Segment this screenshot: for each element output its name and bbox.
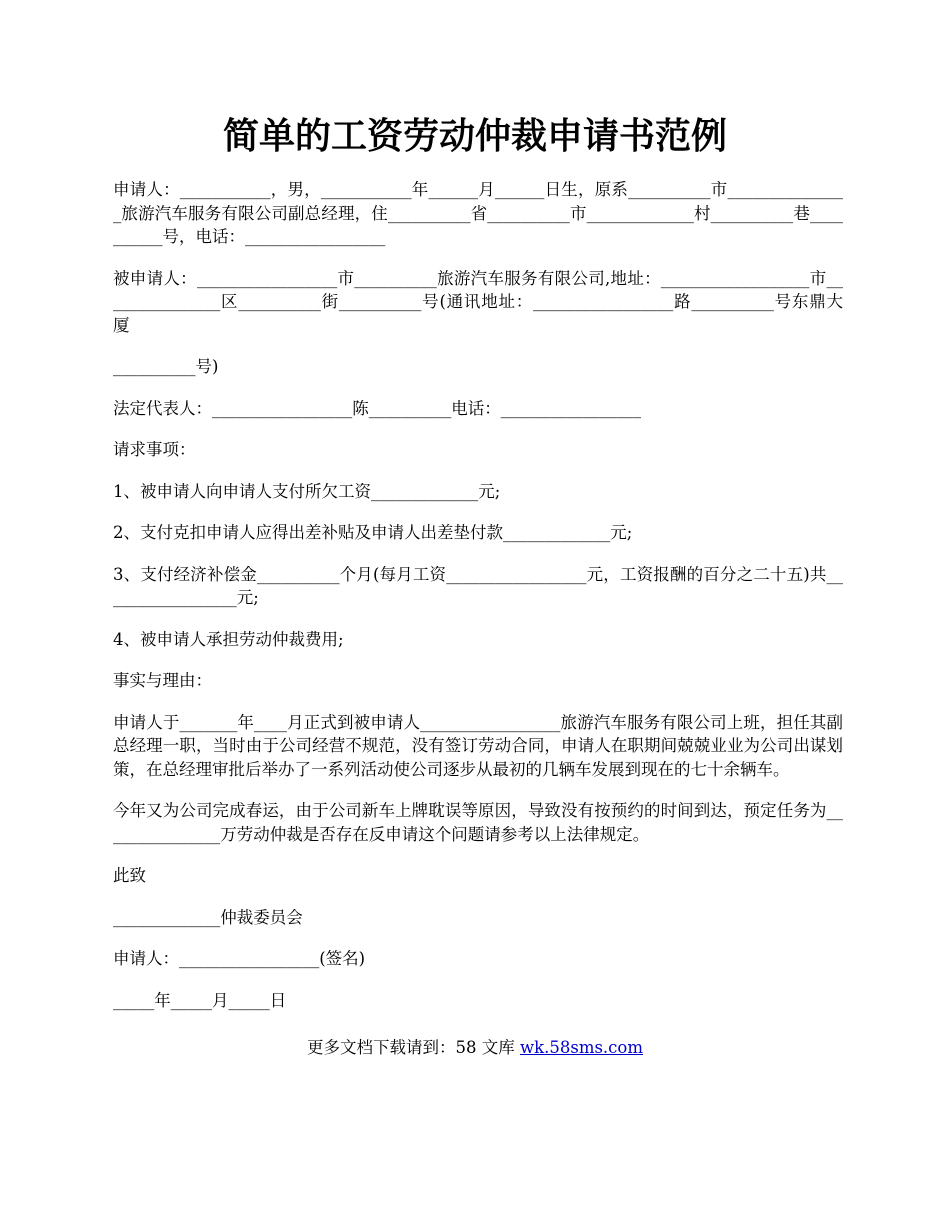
applicant-paragraph: 申请人：___________，男，___________年______月______日生，原系__________市_______________旅游汽车服务有限公司副总经理，住__________省__________市_____________村__________巷__________号，电话：_________________ <box>113 180 843 246</box>
request-item-4: 4、被申请人承担劳动仲裁费用; <box>113 629 344 649</box>
respondent-paragraph: 被申请人：_________________市__________旅游汽车服务有限公司,地址：__________________市_______________区__________街__________号(通讯地址：_________________路__________号东鼎大厦 <box>113 268 843 335</box>
footer-text: 更多文档下载请到：58 文库 <box>306 1038 520 1057</box>
request-item-1: 1、被申请人向申请人支付所欠工资_____________元; <box>113 481 501 501</box>
facts-paragraph-1: 申请人于_______年____月正式到被申请人_________________旅游汽车服务有限公司上班，担任其副总经理一职，当时由于公司经营不规范，没有签订劳动合同，申请人在职期间兢兢业业为公司出谋划策，在总经理审批后举办了一系列活动使公司逐步从最初的几辆车发展到现在的七十余辆车。 <box>113 712 843 779</box>
facts-paragraph-2: 今年又为公司完成春运，由于公司新车上牌耽误等原因，导致没有按预约的时间到达，预定任务为_______________万劳动仲裁是否存在反申请这个问题请参考以上法律规定。 <box>113 801 843 844</box>
respondent-address-number: __________号) <box>113 357 219 376</box>
legal-representative: 法定代表人：_________________陈__________电话：_________________ <box>113 398 641 418</box>
facts-heading: 事实与理由： <box>113 671 212 690</box>
date-line: _____年_____月_____日 <box>113 990 287 1010</box>
footer-link[interactable]: wk.58sms.com <box>519 1038 643 1057</box>
request-item-2: 2、支付克扣申请人应得出差补贴及申请人出差垫付款_____________元; <box>113 523 633 542</box>
footer <box>0 1036 950 1059</box>
request-item-3: 3、支付经济补偿金__________个月(每月工资_________________元，工资报酬的百分之二十五)共_________________元; <box>113 564 843 607</box>
salutation: 此致 <box>113 866 146 885</box>
document-body <box>113 178 843 1030</box>
applicant-signature: 申请人：_________________(签名) <box>113 949 366 968</box>
arbitration-committee: _____________仲裁委员会 <box>113 907 303 927</box>
requests-heading: 请求事项： <box>113 440 196 459</box>
document-title: 简单的工资劳动仲裁申请书范例 <box>222 115 727 157</box>
